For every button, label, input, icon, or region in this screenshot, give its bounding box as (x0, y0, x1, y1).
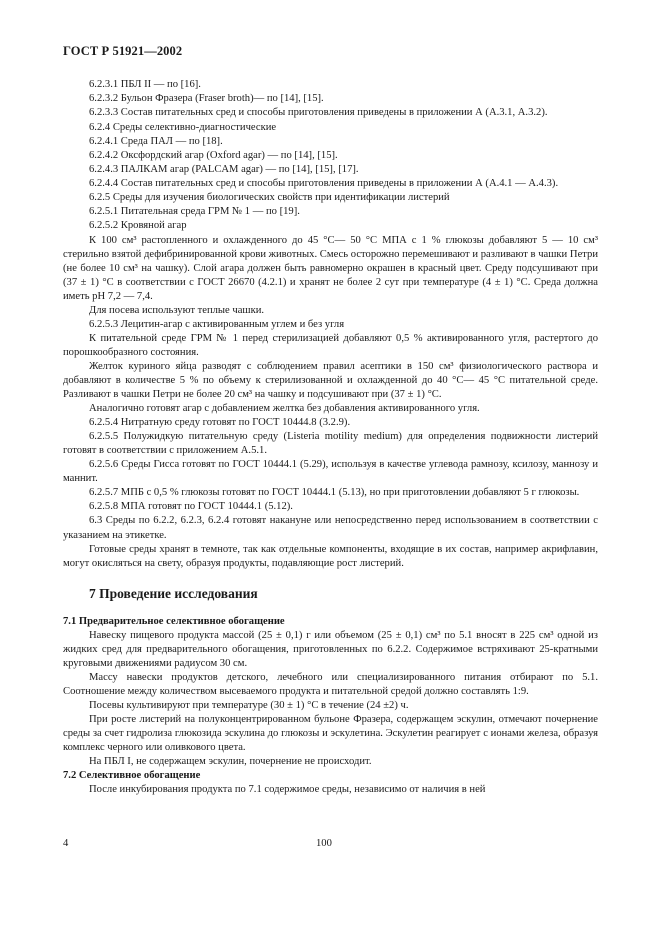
paragraph: Желток куриного яйца разводят с соблюдением правил асептики в 150 см³ физиологического раствора и добавляют в количестве 5 % по объему к стерилизованной и охлажденной до 40 °С— 45 °С питательной среде. Разливают в чашки Петри не более 20 см³ на чашку и подсушивают при (37 ± 1) °С. (63, 360, 598, 401)
paragraph: Массу навески продуктов детского, лечебного или специализированного питания отбирают по 5.1. Соотношение между количеством высеваемого продукта и питательной средой должно составлять 1:9. (63, 671, 598, 697)
paragraph: 6.2.3.1 ПБЛ II — по [16]. (89, 79, 201, 90)
paragraph: 6.2.3.3 Состав питательных сред и способы приготовления приведены в приложении А (А.3.1, А.3.2). (89, 107, 548, 119)
document-header: ГОСТ Р 51921—2002 (63, 44, 183, 58)
paragraph: 6.2.5.4 Нитратную среду готовят по ГОСТ 10444.8 (3.2.9). (89, 417, 351, 429)
paragraph: Посевы культивируют при температуре (30 ± 1) °С в течение (24 ±2) ч. (89, 699, 409, 711)
paragraph: 6.3 Среды по 6.2.2, 6.2.3, 6.2.4 готовят накануне или непосредственно перед использованием в соответствии с указанием на этикетке. (63, 515, 598, 541)
section-heading: 7 Проведение исследования (89, 585, 258, 601)
sheet-number: 100 (316, 838, 332, 849)
paragraph: 6.2.5.7 МПБ с 0,5 % глюкозы готовят по ГОСТ 10444.1 (5.13), но при приготовлении добавляют 5 г глюкозы. (89, 487, 580, 499)
paragraph: К 100 см³ растопленного и охлажденного до 45 °С— 50 °С МПА с 1 % глюкозы добавляют 5 — 10 см³ стерильно взятой дефибринированной крови животных. Смесь осторожно перемешивают и разливают в чашки Петри (не более 10 см³ на чашку). Слой агара должен быть равномерно окрашен в красный цвет. Среду подсушивают при (37 ± 1) °С в соответствии с ГОСТ 26670 (4.2.1) и хранят не более 2 сут при температуре (4 ± 1) °С. Среда должна иметь рН 7,2 — 7,4. (63, 234, 598, 302)
paragraph: 6.2.4 Среды селективно-диагностические (89, 122, 277, 134)
paragraph: Аналогично готовят агар с добавлением желтка без добавления активированного угля. (89, 403, 480, 415)
paragraph: К питательной среде ГРМ № 1 перед стерилизацией добавляют 0,5 % активированного угля, растертого до порошкообразного состояния. (63, 332, 598, 358)
subsection-heading: 7.2 Селективное обогащение (63, 770, 201, 782)
paragraph: 6.2.4.3 ПАЛКАМ агар (PALCAM agar) — по [14], [15], [17]. (89, 164, 359, 176)
paragraph: 6.2.3.2 Бульон Фразера (Fraser broth)— по [14], [15]. (89, 93, 324, 105)
paragraph: Готовые среды хранят в темноте, так как отдельные компоненты, входящие в их состав, например акрифлавин, могут окисляться на свету, образуя продукты, подавляющие рост листерий. (63, 543, 598, 569)
paragraph: Навеску пищевого продукта массой (25 ± 0,1) г или объемом (25 ± 0,1) см³ по 5.1 вносят в 225 см³ одной из жидких сред для предварительного обогащения, приготовленных по 6.2.2. Содержимое встряхивают 25-кратными круговыми движениями радиусом 30 см. (63, 629, 598, 669)
paragraph: 6.2.5.2 Кровяной агар (89, 220, 187, 232)
paragraph: После инкубирования продукта по 7.1 содержимое среды, независимо от наличия в ней (89, 784, 486, 796)
paragraph: 6.2.5.8 МПА готовят по ГОСТ 10444.1 (5.12). (89, 501, 293, 513)
paragraph: 6.2.5.6 Среды Гисса готовят по ГОСТ 10444.1 (5.29), используя в качестве углевода рамнозу, ксилозу, маннозу и маннит. (63, 459, 598, 485)
paragraph: 6.2.4.1 Среда ПАЛ — по [18]. (89, 136, 223, 148)
paragraph: 6.2.4.4 Состав питательных сред и способы приготовления приведены в приложении А (А.4.1 — А.4.3). (89, 178, 559, 190)
paragraph: 6.2.4.2 Оксфордский агар (Oxford agar) — по [14], [15]. (89, 150, 338, 162)
paragraph: 6.2.5 Среды для изучения биологических свойств при идентификации листерий (89, 192, 450, 204)
paragraph: На ПБЛ I, не содержащем эскулин, почернение не происходит. (89, 756, 372, 768)
paragraph: 6.2.5.5 Полужидкую питательную среду (Listeria motility medium) для определения подвижности листерий готовят в соответствии с приложением А.5.1. (63, 431, 598, 457)
paragraph: 6.2.5.1 Питательная среда ГРМ № 1 — по [19]. (89, 206, 300, 218)
document-body (63, 78, 598, 797)
page-number: 4 (63, 838, 69, 849)
paragraph: 6.2.5.3 Лецитин-агар с активированным углем и без угля (89, 318, 345, 330)
paragraph: При росте листерий на полуконцентрированном бульоне Фразера, содержащем эскулин, отмечают почернение среды за счет гидролиза глюкозида эскулина до глюкозы и эскулетина. Эскулетин реагирует с ионами железа, образуя комплекс черного или оливкового цвета. (63, 713, 598, 754)
paragraph: Для посева используют теплые чашки. (89, 304, 265, 316)
subsection-heading: 7.1 Предварительное селективное обогащение (63, 615, 285, 627)
